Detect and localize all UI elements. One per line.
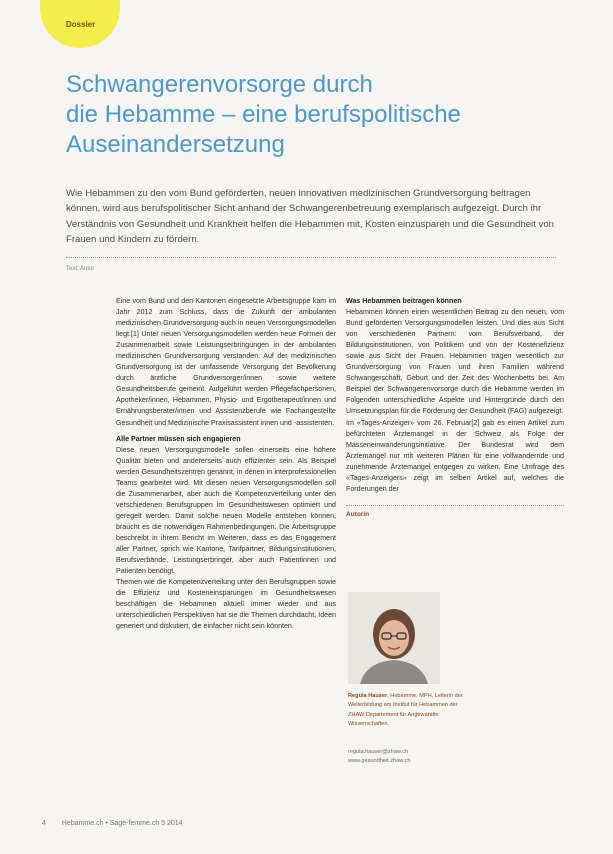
title-line: die Hebamme – eine berufspolitische xyxy=(66,101,461,128)
divider xyxy=(66,257,556,258)
text-column-left xyxy=(116,296,336,632)
body-paragraph: Eine vom Bund und den Kantonen eingesetzte Arbeitsgruppe kam im Jahr 2012 zum Schluss, dass die Zukunft der ambulanten medizinischen Grundversorgung auch in neuen Versorgungsmodellen liegt.[1] Unter neuen Versorgungsmodellen werden neue Formen der Zusammenarbeit sowie Leistungserbringungen in der ambulanten medizinischen Grundversorgung verstanden. Auf der medizinischen Grundversorgung ist der umfassende Versorgung der Bevölkerung durch ärztliche Grundversorger/innen sowie weitere Gesundheitsberufe gemeint. Aufgeführt werden Pflegefachpersonen, Apotheker/innen, Hebammen, Physio- und Ergotherapeut/innen und Ernährungsberater/innen und Assistenzberufe wie Fachangestellte Gesundheit und Medizinische Praxisassistent innen und -assistenten. xyxy=(116,297,336,427)
author-name: Regula Hauser xyxy=(348,693,388,699)
author-caption: Regula Hauser, Hebamme, MPH, Leiterin der Weiterbildung am Institut für Hebammen der ZHAW Departement für Angewandte Wissenschaften. xyxy=(348,693,463,727)
lead-paragraph: Wie Hebammen zu den vom Bund geförderten, neuen innovativen medizinischen Grundversorgung beitragen können, wird aus berufspolitischer Sicht anhand der Schwangerenbetreuung exemplarisch aufgezeigt. Durch ihr Verständnis von Gesundheit und Krankheit helfen die Hebammen mit, Kosten einzusparen und die Gesundheit von Frauen und Kindern zu fördern. xyxy=(66,188,554,245)
article-title xyxy=(66,70,566,160)
author-contact xyxy=(348,748,468,767)
subheading: Was Hebammen beitragen können xyxy=(346,297,462,305)
section-tag: Dossier xyxy=(66,20,96,29)
publication-name: Hebamme.ch • Sage-femme.ch 5 2014 xyxy=(61,820,183,827)
author-email: regula.hauser@zhaw.ch xyxy=(348,749,409,755)
title-line: Schwangerenvorsorge durch xyxy=(66,71,373,98)
page-footer xyxy=(42,820,183,827)
title-line: Auseinandersetzung xyxy=(66,131,285,158)
page-number: 4 xyxy=(42,820,46,827)
author-bio: Hebamme, MPH, Leiterin der Weiterbildung am Institut für Hebammen der ZHAW Departement für Angewandte Wissenschaften. xyxy=(348,693,463,727)
subheading: Alle Partner müssen sich engagieren xyxy=(116,434,241,443)
author-label: Autorin xyxy=(346,510,370,518)
body-paragraph: Themen wie die Kompetenzverteilung unter den Berufsgruppen sowie die Effizienz und Kosteneinsparungen im Gesundheitswesen beschäftigen die Hebammen aktuell immer wieder und aus unterschiedlichen Perspektiven hat sie die Themen durchdacht, Ideen generiert und diskutiert, die einfacher nicht sein könnten. xyxy=(116,578,336,631)
body-paragraph: Im «Tages-Anzeiger» vom 26. Februar[2] gab es einen Artikel zum befürchteten Ärztemangel in der Schweiz als Folge der Masseneinwanderungsinitiative. Der Bundesrat wird dem Ärztemangel nur mit weiteren Plänen für eine vollwandernde und zunehmende Ärztemangel entgegen zu wirken. Eine Umfrage des «Tages-Anzeigers» zeigt im selben Artikel auf, welches die Forderungen der xyxy=(346,418,564,493)
text-column-right xyxy=(346,296,564,520)
body-paragraph: Diese neuen Versorgungsmodelle sollen einerseits eine höhere Qualität bieten und andererseits auch effizienter sein. Als Beispiel werden Gesundheitszentren genannt, in denen in interprofessionellen Teams gearbeitet wird. Mit diesen neuen Versorgungsmodellen soll die Zusammenarbeit, aber auch die Kompetenzverteilung unter den verschiedenen Berufsgruppen im Gesundheitswesen optimiert und geregelt werden. Damit solche neuen Modelle entstehen können, braucht es die notwendigen Rahmenbedingungen. Die Arbeitsgruppe beschreibt in ihrem Bericht im Weiteren, dass es das Engagement aller Partner, sprich wie Kantone, Tarifpartner, Bildungsinstitutionen, Berufsverbände, Leistungserbringer, aber auch Patientinnen und Patienten benötigt. xyxy=(116,445,336,576)
author-rubric: Text: Autor xyxy=(66,266,95,272)
author-website: www.gesundheit.zhaw.ch xyxy=(348,758,411,765)
body-paragraph: Hebammen können einen wesentlichen Beitrag zu den neuen, vom Bund geförderten Versorgungsmodellen leisten. Und dies aus Sicht von verschiedenen Partnern: vom Berufsverband, der Bildungsinstitutionen, von Politikern und von der Kostenefizienz sowie aus Sicht der Frauen. Hebammen tragen wesentlich zur Grundversorgung von Frauen und ihren Familien während Schwangerschaft, Geburt und der Zeit des Wochenbetts bei. Am Beispiel der Schwangerenvorsorge durch die Hebamme werden im Folgenden unterschiedliche Aspekte und Hintergründe durch den Umsetzungsplan für die Förderung der Gesundheit (FAG) aufgezeigt. xyxy=(346,308,564,416)
divider xyxy=(346,505,564,506)
author-photo xyxy=(348,592,440,684)
